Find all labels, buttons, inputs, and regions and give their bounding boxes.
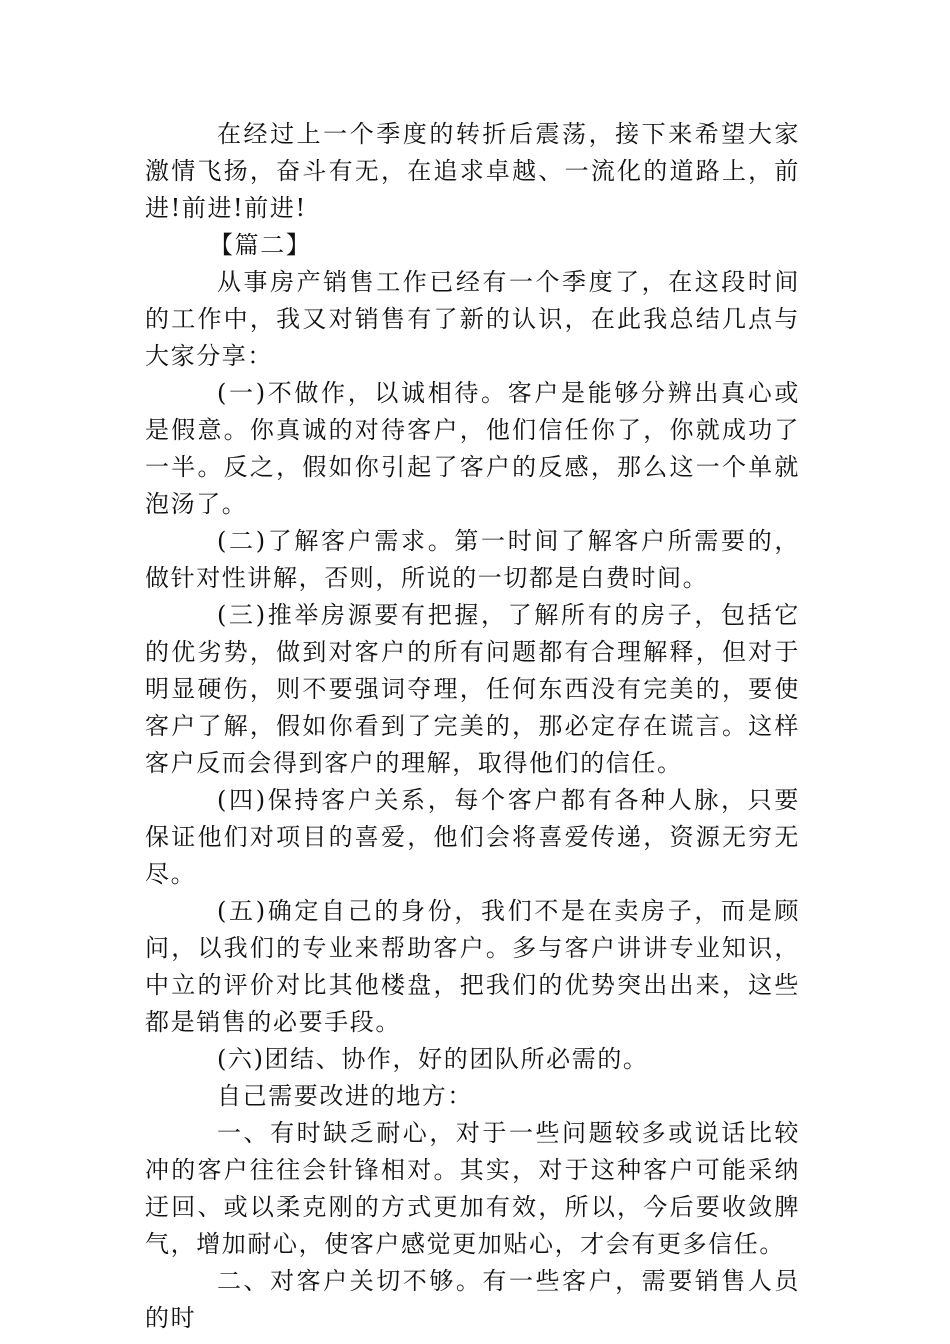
improvement-1-paragraph: 一、有时缺乏耐心，对于一些问题较多或说话比较冲的客户往往会针锋相对。其实，对于这种客户可能采纳迂回、或以柔克刚的方式更加有效，所以，今后要收敛脾气，增加耐心，使客户感觉更加贴心，才会有更多信任。 bbox=[145, 1119, 800, 1258]
intro-paragraph: 从事房产销售工作已经有一个季度了，在这段时间的工作中，我又对销售有了新的认识，在此我总结几点与大家分享： bbox=[145, 268, 800, 370]
point-4-paragraph: (四)保持客户关系，每个客户都有各种人脉，只要保证他们对项目的喜爱，他们会将喜爱传递，资源无穷无尽。 bbox=[145, 786, 800, 888]
point-2-paragraph: (二)了解客户需求。第一时间了解客户所需要的，做针对性讲解，否则，所说的一切都是白费时间。 bbox=[145, 527, 800, 592]
point-5-paragraph: (五)确定自己的身份，我们不是在卖房子，而是顾问，以我们的专业来帮助客户。多与客户讲讲专业知识，中立的评价对比其他楼盘，把我们的优势突出出来，这些都是销售的必要手段。 bbox=[145, 897, 800, 1036]
point-6-paragraph: (六)团结、协作，好的团队所必需的。 bbox=[217, 1045, 649, 1073]
point-1-paragraph: (一)不做作，以诚相待。客户是能够分辨出真心或是假意。你真诚的对待客户，他们信任你了，你就成功了一半。反之，假如你引起了客户的反感，那么这一个单就泡汤了。 bbox=[145, 379, 800, 518]
improvement-2-paragraph: 二、对客户关切不够。有一些客户，需要销售人员的时 bbox=[145, 1267, 800, 1332]
section-heading: 【篇二】 bbox=[209, 231, 312, 259]
point-3-paragraph: (三)推举房源要有把握，了解所有的房子，包括它的优劣势，做到对客户的所有问题都有合理解释，但对于明显硬伤，则不要强词夺理，任何东西没有完美的，要使客户了解，假如你看到了完美的，那必定存在谎言。这样客户反而会得到客户的理解，取得他们的信任。 bbox=[145, 601, 800, 777]
closing-paragraph: 在经过上一个季度的转折后震荡，接下来希望大家激情飞扬，奋斗有无，在追求卓越、一流化的道路上，前进!前进!前进! bbox=[145, 120, 800, 222]
improvement-heading-paragraph: 自己需要改进的地方： bbox=[217, 1082, 473, 1110]
